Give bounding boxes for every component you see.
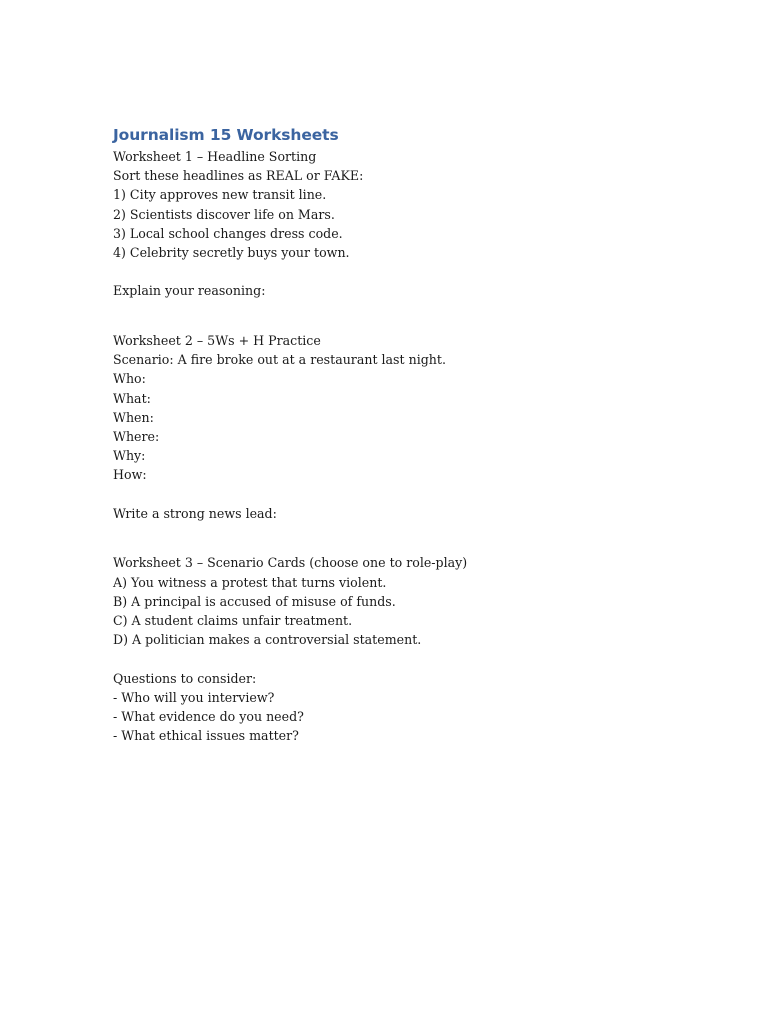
worksheet-1 [113,147,713,301]
question-item: Who: [113,371,146,387]
questions-heading: Questions to consider: [113,670,257,686]
document-title: Journalism 15 Worksheets [113,126,339,144]
scenario-card: B) A principal is accused of misuse of funds. [113,593,396,609]
worksheet-2-heading: Worksheet 2 – 5Ws + H Practice [113,333,321,348]
headline-item: 2) Scientists discover life on Mars. [113,206,335,222]
worksheet-3-heading: Worksheet 3 – Scenario Cards (choose one to role-play) [113,555,468,571]
spacer [113,649,713,668]
question-item: What: [113,390,151,406]
headline-item: 1) City approves new transit line. [113,187,327,203]
worksheet-1-prompt: Explain your reasoning: [113,283,266,299]
consider-question: - What evidence do you need? [113,708,304,724]
question-item: How: [113,467,147,483]
question-item: When: [113,409,154,425]
worksheet-1-instruction: Sort these headlines as REAL or FAKE: [113,168,364,184]
spacer [113,301,713,332]
worksheet-2-scenario: Scenario: A fire broke out at a restaurant last night. [113,352,446,368]
worksheet-1-heading: Worksheet 1 – Headline Sorting [113,149,317,164]
scenario-card: C) A student claims unfair treatment. [113,612,353,628]
spacer [113,485,713,504]
scenario-card: A) You witness a protest that turns violent. [113,574,387,590]
question-item: Where: [113,428,160,444]
headline-item: 3) Local school changes dress code. [113,225,343,241]
worksheet-2-prompt: Write a strong news lead: [113,505,277,521]
scenario-card: D) A politician makes a controversial statement. [113,632,422,648]
consider-question: - Who will you interview? [113,689,275,705]
worksheet-2 [113,331,713,523]
document-page [113,124,713,745]
question-item: Why: [113,448,146,464]
spacer [113,262,713,281]
headline-item: 4) Celebrity secretly buys your town. [113,244,350,260]
consider-question: - What ethical issues matter? [113,728,299,744]
spacer [113,523,713,554]
worksheet-3 [113,553,713,745]
